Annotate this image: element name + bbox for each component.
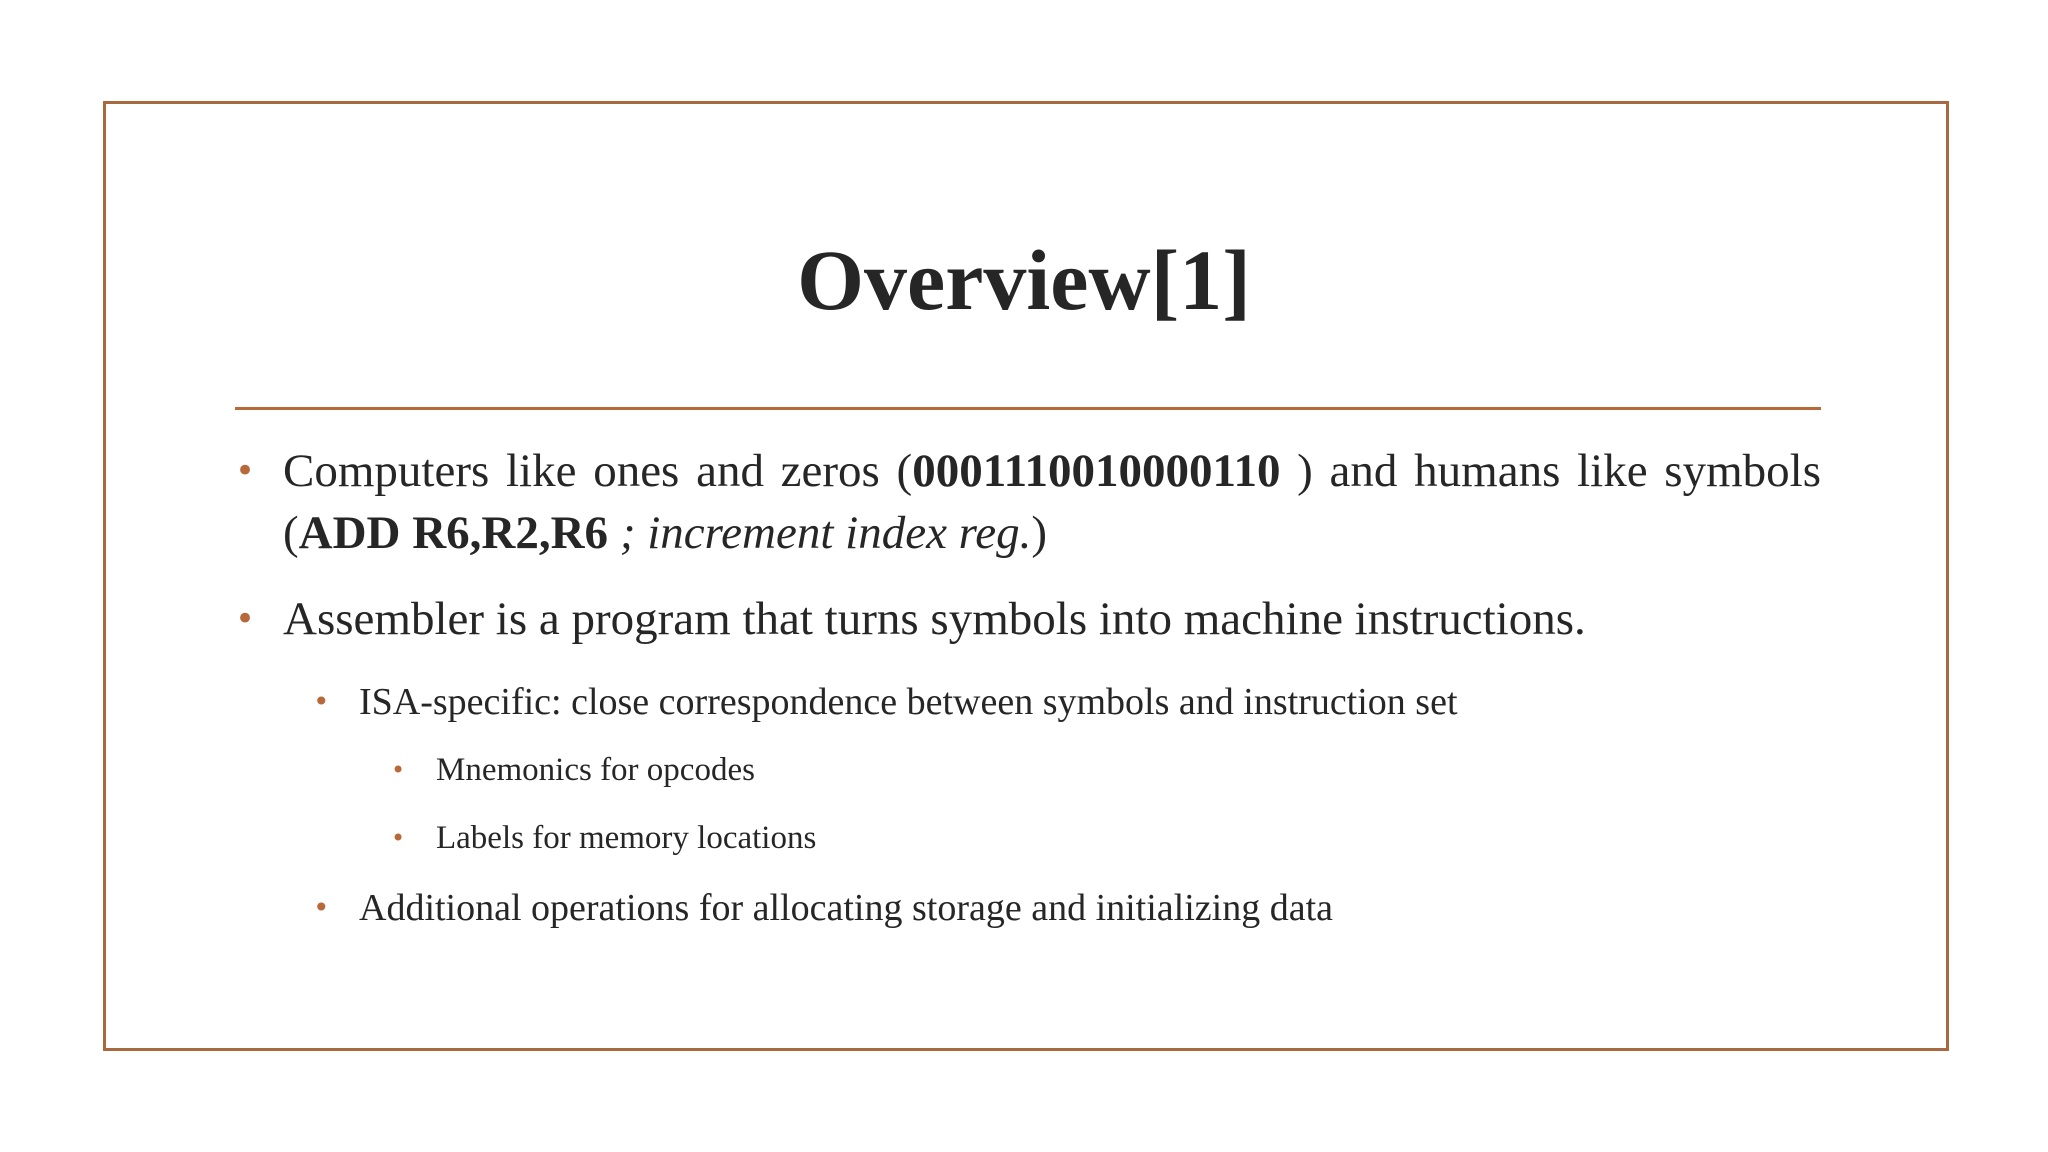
bullet-mnemonics <box>235 744 1821 796</box>
bullet-text: ) <box>1031 507 1047 559</box>
slide-title: Overview[1] <box>797 232 1251 328</box>
bullet-dot-icon: • <box>313 891 330 924</box>
assembly-instruction: ADD R6,R2,R6 <box>298 507 609 559</box>
slide-content <box>235 440 1821 950</box>
bullet-text: ISA-specific: close correspondence between symbols and instruction set <box>359 681 1458 723</box>
bullet-additional-operations <box>235 880 1821 936</box>
bullet-text: Additional operations for allocating storage and initializing data <box>359 887 1333 929</box>
bullet-dot-icon: • <box>235 451 256 491</box>
bullet-text: Labels for memory locations <box>436 820 817 856</box>
binary-code: 0001110010000110 <box>912 445 1281 497</box>
bullet-text: ) and humans like symbols ( <box>283 445 1821 559</box>
bullet-dot-icon: • <box>391 824 406 852</box>
bullet-isa-specific <box>235 674 1821 730</box>
bullet-dot-icon: • <box>235 599 256 639</box>
bullet-labels <box>235 812 1821 864</box>
bullet-computers-symbols <box>235 440 1821 564</box>
bullet-list <box>235 440 1821 936</box>
bullet-dot-icon: • <box>313 685 330 718</box>
title-divider <box>235 407 1821 410</box>
bullet-text: Assembler is a program that turns symbols into machine instructions. <box>283 593 1586 645</box>
bullet-dot-icon: • <box>391 756 406 784</box>
assembly-comment: ; increment index reg. <box>608 507 1032 559</box>
bullet-assembler <box>235 588 1821 650</box>
bullet-text: Mnemonics for opcodes <box>436 752 755 788</box>
bullet-text: Computers like ones and zeros ( <box>283 445 913 497</box>
